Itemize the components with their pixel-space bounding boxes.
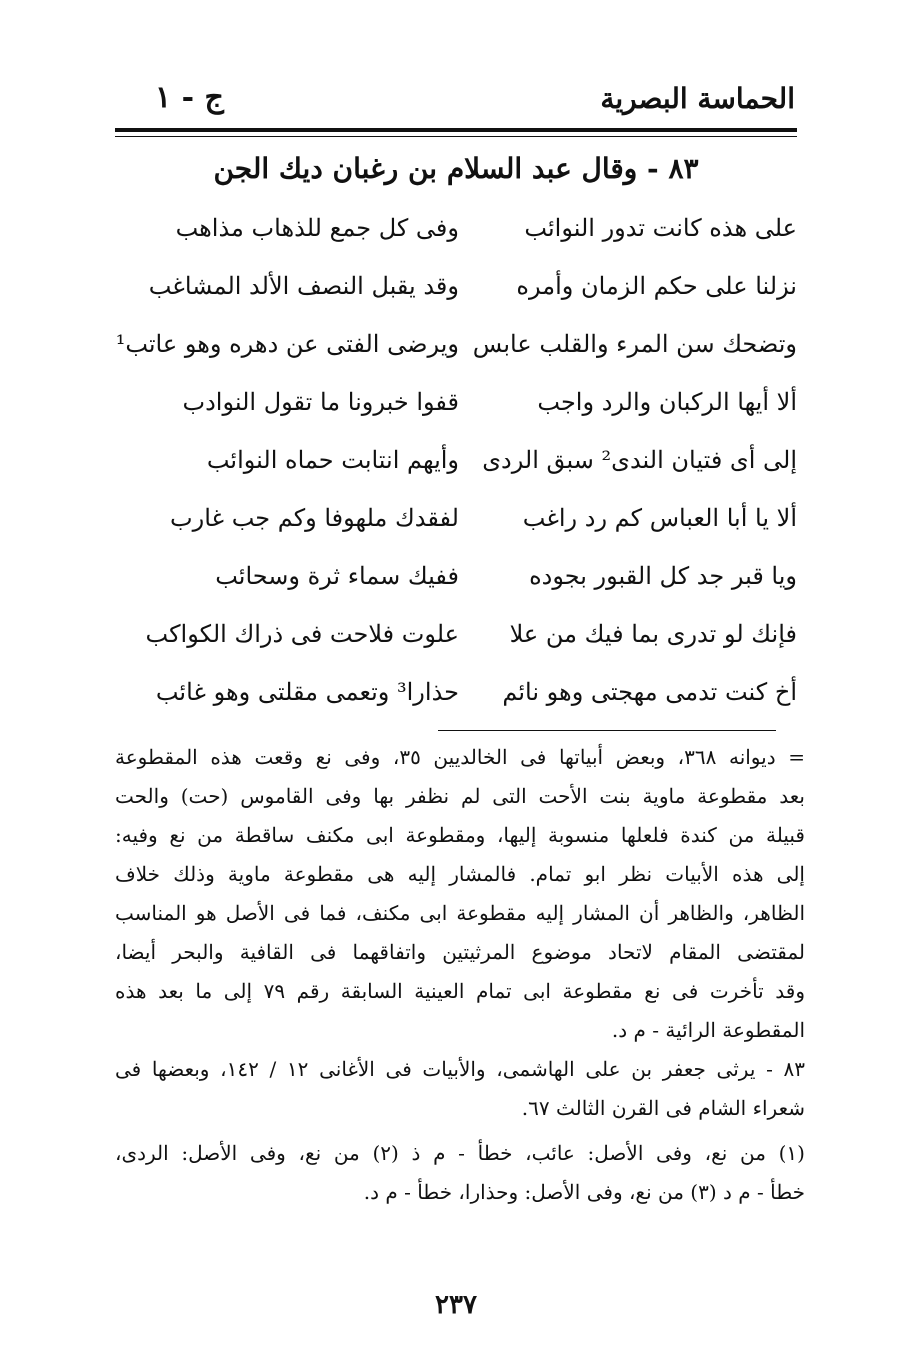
verse [115, 496, 797, 554]
footnote-line: الظاهر، والظاهر أن المشار إليه مقطوعة ابى مكنف، فما فى الأصل هو المناسب [115, 901, 805, 925]
verse-first-hemistich: على هذه كانت تدور النوائب [524, 214, 797, 242]
verse [115, 206, 797, 264]
verse-first-hemistich: ألا يا أبا العباس كم رد راغب [522, 504, 797, 532]
footnote-line: بعد مقطوعة ماوية بنت الأحت التى لم نظفر بها وفى القاموس (حت) والحت [115, 784, 805, 808]
verse [115, 380, 797, 438]
verse-second-hemistich: علوت فلاحت فى ذراك الكواكب [145, 620, 459, 648]
source-note-line: شعراء الشام فى القرن الثالث ٦٧. [521, 1096, 805, 1120]
verse-second-hemistich: قفوا خبرونا ما تقول النوادب [182, 388, 459, 416]
verse-first-hemistich: إلى أى فتيان الندى² سبق الردى [482, 446, 797, 474]
footnote-line: = ديوانه ٣٦٨، وبعض أبياتها فى الخالديين ٣٥، وفى نع وقعت هذه المقطوعة [115, 745, 805, 769]
verse-second-hemistich: ففيك سماء ثرة وسحائب [215, 562, 459, 590]
source-note-line: ٨٣ - يرثى جعفر بن على الهاشمى، والأبيات فى الأغانى ١٢ / ١٤٢، وبعضها فى [115, 1057, 806, 1081]
verse-second-hemistich: وقد يقبل النصف الألد المشاغب [148, 272, 459, 300]
verse [115, 322, 797, 380]
footnote-line: إلى هذه الأبيات نظر ابو تمام. فالمشار إليه هى مقطوعة ماوية وذلك خلاف [115, 862, 805, 886]
poem-body [115, 206, 797, 728]
footnote-line: المقطوعة الرائية - م د. [611, 1018, 805, 1042]
book-title: الحماسة البصرية [600, 82, 795, 115]
verse-first-hemistich: فإنك لو تدرى بما فيك من علا [509, 620, 797, 648]
variant-note-line: خطأ - م د (٣) من نع، وفى الأصل: وحذارا، خطأ - م د. [363, 1180, 805, 1204]
verse-first-hemistich: ألا أيها الركبان والرد واجب [537, 388, 797, 416]
footnotes [115, 738, 805, 1212]
header-rule-thick [115, 128, 797, 132]
variant-note-line: (١) من نع، وفى الأصل: عائب، خطأ - م ذ (٢) من نع، وفى الأصل: الردى، [115, 1141, 805, 1165]
header-rule-thin [115, 136, 797, 137]
verse [115, 438, 797, 496]
page-number: ٢٣٧ [435, 1290, 477, 1320]
verse-second-hemistich: وأيهم انتابت حماه النوائب [206, 446, 459, 474]
verse [115, 670, 797, 728]
verse-first-hemistich: أخ كنت تدمى مهجتى وهو نائم [502, 678, 797, 706]
footnote-rule [438, 730, 776, 731]
verse [115, 612, 797, 670]
verse-second-hemistich: لفقدك ملهوفا وكم جب غارب [170, 504, 459, 532]
footnote-line: لمقتضى المقام لاتحاد موضوع المرثيتين واتفاقهما فى القافية والبحر أيضا، [115, 940, 805, 964]
footnote-line: وقد تأخرت فى نع مقطوعة ابى تمام العينية السابقة رقم ٧٩ إلى ما بعد هذه [115, 979, 806, 1003]
footnote-line: قبيلة من كندة فلعلها منسوبة إليها، ومقطوعة ابى مكنف ساقطة من نع وفيه: [115, 823, 805, 847]
poem-title: ٨٣ - وقال عبد السلام بن رغبان ديك الجن [213, 152, 699, 185]
verse-second-hemistich: حذارا³ وتعمى مقلتى وهو غائب [155, 678, 459, 706]
verse-first-hemistich: وتضحك سن المرء والقلب عابس [472, 330, 797, 358]
verse-first-hemistich: نزلنا على حكم الزمان وأمره [516, 272, 797, 300]
running-header [115, 78, 795, 124]
verse [115, 554, 797, 612]
verse-second-hemistich: ويرضى الفتى عن دهره وهو عاتب¹ [115, 330, 459, 358]
verse-second-hemistich: وفى كل جمع للذهاب مذاهب [175, 214, 459, 242]
volume-label: ج - ١ [155, 80, 224, 115]
verse-first-hemistich: ويا قبر جد كل القبور بجوده [529, 562, 797, 590]
verse [115, 264, 797, 322]
